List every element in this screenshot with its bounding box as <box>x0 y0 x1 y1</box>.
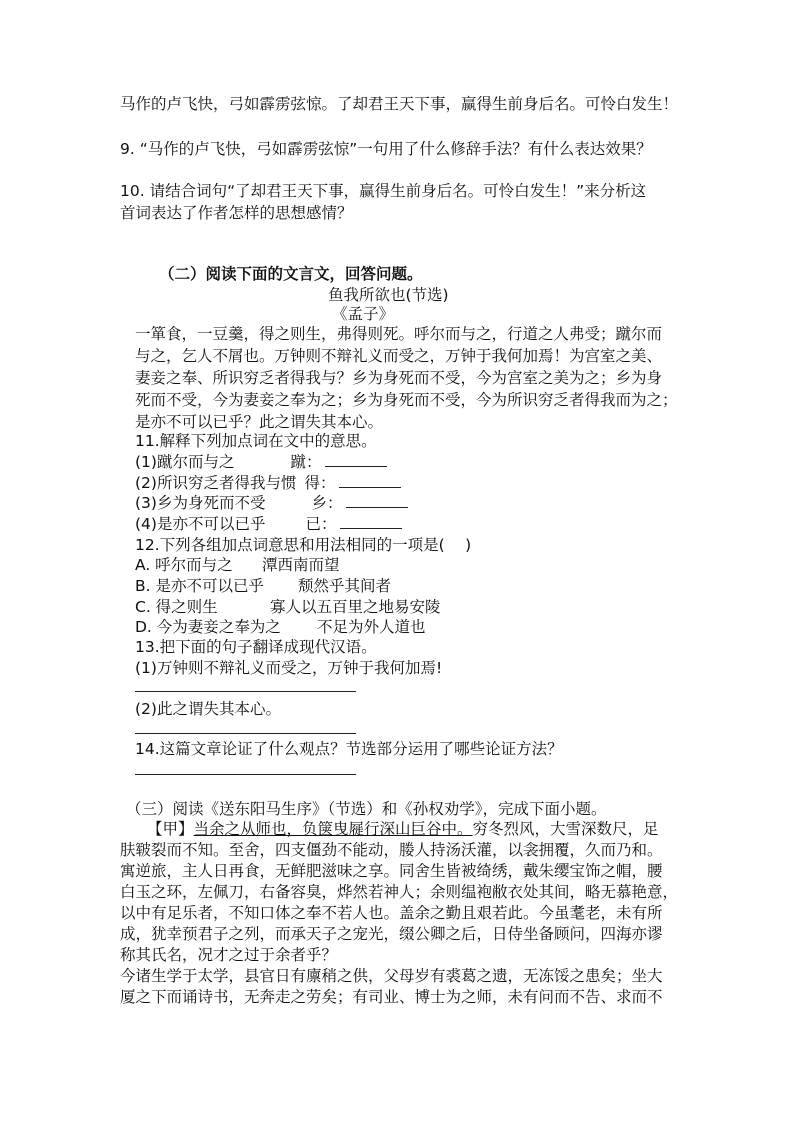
question-10-line2: 首词表达了作者怎样的思想感情？ <box>120 204 353 222</box>
answer-blank[interactable] <box>346 494 408 508</box>
passage-title: 鱼我所欲也(节选) <box>328 286 449 304</box>
question-11-item-2: (2)所识穷乏者得我与惯 得： <box>135 473 401 493</box>
question-13-stem: 13.把下面的句子翻译成现代汉语。 <box>135 638 377 656</box>
option-d: D. 今为妻妾之奉为之 不足为外人道也 <box>135 618 426 636</box>
question-12-stem: 12.下列各组加点词意思和用法相同的一项是( ) <box>135 536 472 554</box>
passage-line: 称其氏名，况才之过于余者乎？ <box>120 946 338 964</box>
option-a: A. 呼尔而与之 潭西南而望 <box>135 556 340 574</box>
question-11-item-3: (3)乡为身死而不受 乡： <box>135 493 408 513</box>
answer-blank[interactable] <box>340 515 402 529</box>
question-13-sentence-2: (2)此之谓失其本心。 <box>135 700 281 718</box>
passage-line: 以中有足乐者，不知口体之奉不若人也。盖余之勤且艰若此。今虽耄老，未有所 <box>120 904 663 922</box>
answer-line[interactable] <box>135 691 356 692</box>
answer-blank[interactable] <box>325 453 387 467</box>
option-b: B. 是亦不可以已乎 颓然乎其间者 <box>135 577 392 595</box>
passage-line: 死而不受，今为妻妾之奉为之；乡为身死而不受，今为所识穷乏者得我而为之； <box>135 391 678 409</box>
passage-line: 妻妾之奉、所识穷乏者得我与？乡为身死而不受，今为宫室之美为之；乡为身 <box>135 369 663 387</box>
passage-line: 白玉之环，左佩刀，右备容臭，烨然若神人；余则缊袍敝衣处其间，略无慕艳意， <box>120 883 679 901</box>
question-9: 9. “马作的卢飞快，弓如霹雳弦惊”一句用了什么修辞手法？有什么表达效果？ <box>120 140 652 158</box>
passage-jia-first-line: 【甲】当余之从师也，负箧曳屣行深山巨谷中。穷冬烈风，大雪深数尺，足 <box>147 820 659 838</box>
question-11-item-1: (1)蹴尔而与之 蹴： <box>135 452 387 472</box>
section-2-heading: （二）阅读下面的文言文，回答问题。 <box>159 265 423 283</box>
poem-tail: 马作的卢飞快，弓如霹雳弦惊。了却君王天下事，赢得生前身后名。可怜白发生！ <box>120 95 679 113</box>
underlined-sentence: 当余之从师也，负箧曳屣行深山巨谷中。 <box>193 820 473 838</box>
passage-line: 一箪食，一豆羹，得之则生，弗得则死。呼尔而与之，行道之人弗受；蹴尔而 <box>135 325 663 343</box>
passage-line: 成，犹幸预君子之列，而承天子之宠光，缀公卿之后，日侍坐备顾问，四海亦谬 <box>120 925 663 943</box>
passage-line: 寓逆旅，主人日再食，无鲜肥滋味之享。同舍生皆被绮绣，戴朱缨宝饰之帽，腰 <box>120 862 663 880</box>
answer-blank[interactable] <box>339 474 401 488</box>
option-c: C. 得之则生 寡人以五百里之地易安陵 <box>135 598 441 616</box>
passage-line: 肤皲裂而不知。至舍，四支僵劲不能动，媵人持汤沃灌，以衾拥覆，久而乃和。 <box>120 841 663 859</box>
passage-line: 与之，乞人不屑也。万钟则不辩礼义而受之，万钟于我何加焉！为宫室之美、 <box>135 347 663 365</box>
answer-line[interactable] <box>135 733 356 734</box>
question-11-stem: 11.解释下列加点词在文中的意思。 <box>135 432 377 450</box>
question-14: 14.这篇文章论证了什么观点？节选部分运用了哪些论证方法？ <box>135 740 563 758</box>
passage-line: 厦之下而诵诗书，无奔走之劳矣；有司业、博士为之师，未有问而不告、求而不 <box>120 988 663 1006</box>
question-11-item-4: (4)是亦不可以已乎 已： <box>135 514 402 534</box>
passage-line: 今诸生学于太学，县官日有廪稍之供，父母岁有裘葛之遗，无冻馁之患矣；坐大 <box>120 967 663 985</box>
passage-source: 《孟子》 <box>332 305 395 323</box>
answer-line[interactable] <box>135 774 356 775</box>
question-10-line1: 10. 请结合词句“了却君王天下事，赢得生前身后名。可怜白发生！”来分析这 <box>120 182 647 200</box>
section-3-heading: （三）阅读《送东阳马生序》（节选）和《孙权劝学》，完成下面小题。 <box>126 800 607 818</box>
question-13-sentence-1: (1)万钟则不辩礼义而受之，万钟于我何加焉! <box>135 659 443 677</box>
passage-line: 是亦不可以已乎？此之谓失其本心。 <box>135 413 384 431</box>
